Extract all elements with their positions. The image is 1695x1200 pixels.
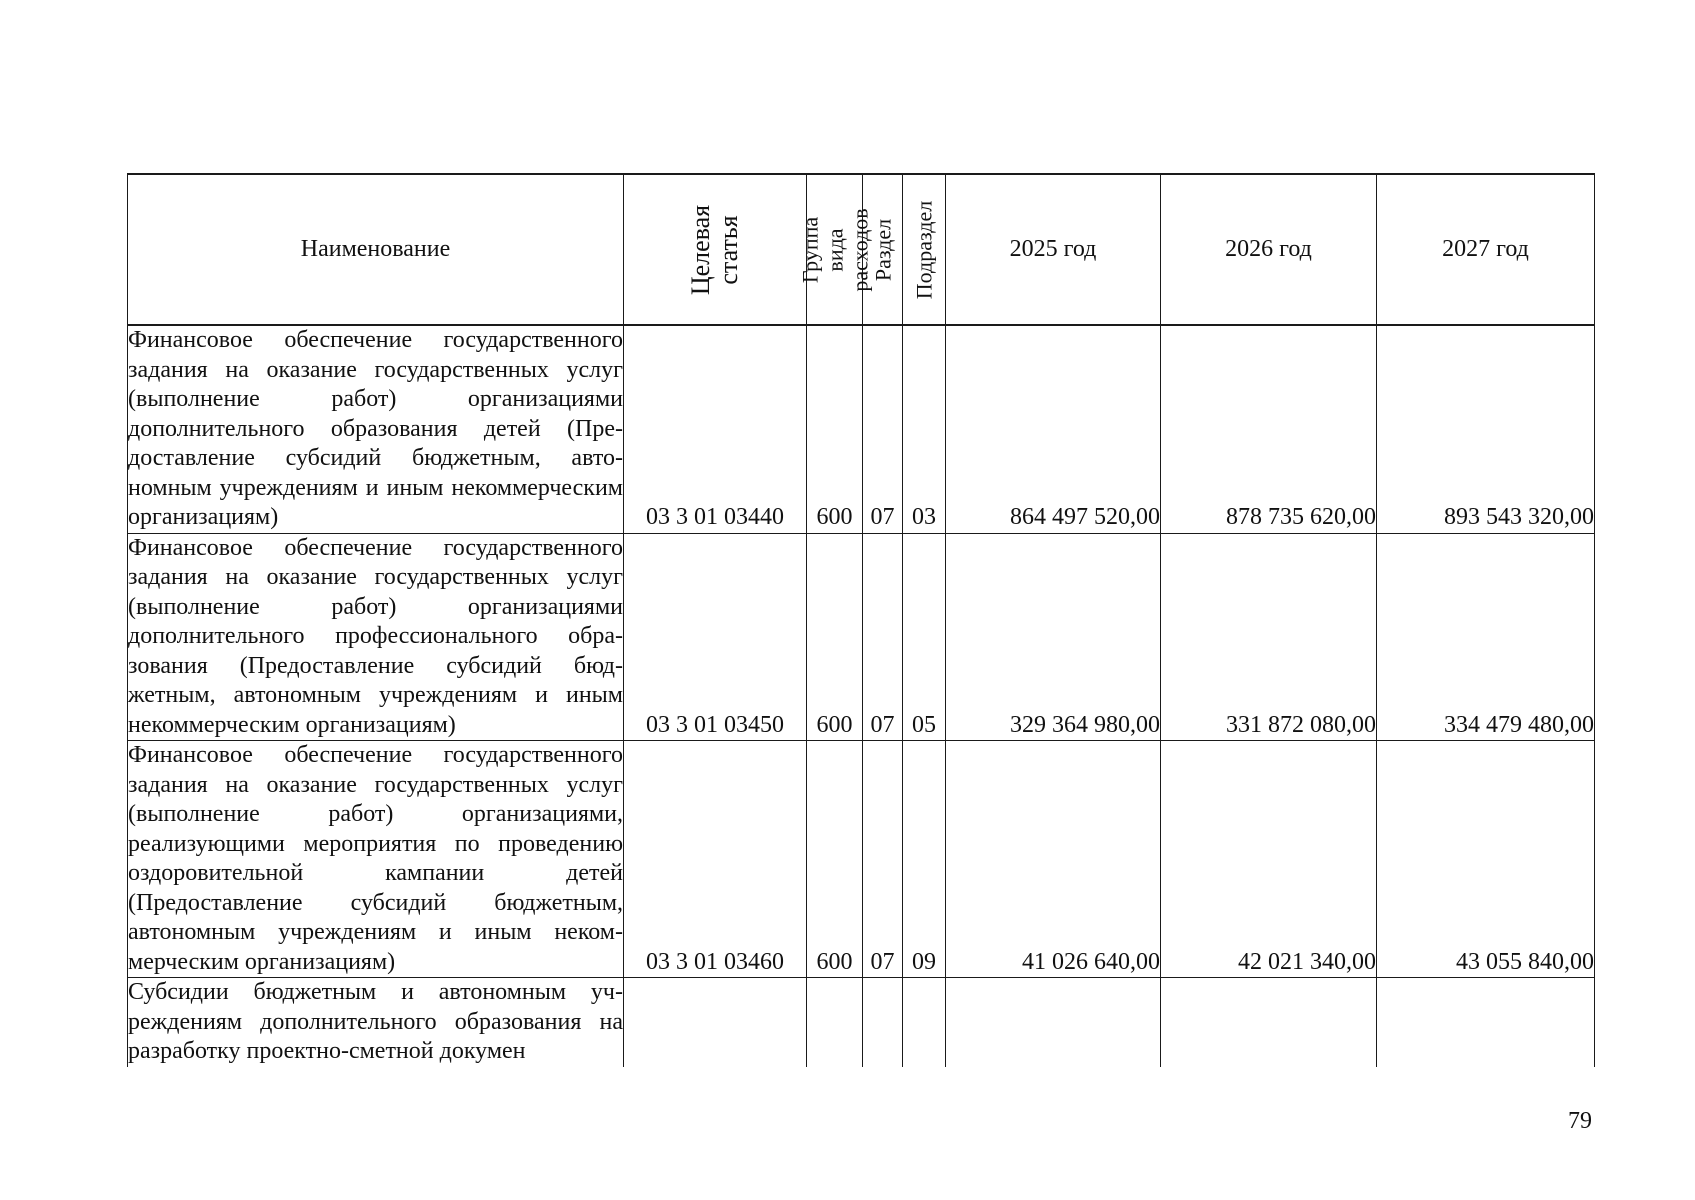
header-2027: 2027 год	[1377, 174, 1595, 325]
row-2025: 41 026 640,00	[946, 741, 1161, 978]
header-2025: 2025 год	[946, 174, 1161, 325]
row-2026: 42 021 340,00	[1161, 741, 1377, 978]
table-row	[128, 741, 1595, 978]
row-name: Финансовое обеспечение государственного задания на оказание государственных услуг (выполнение работ) организациями дополнительного профессионального образования (Предоставление субсидий бюджетным, автономным учреждениям и иным некоммерческим организациям)	[128, 533, 624, 741]
row-2025: 329 364 980,00	[946, 533, 1161, 741]
header-2026: 2026 год	[1161, 174, 1377, 325]
table-header-row	[128, 174, 1595, 325]
row-subsection: 09	[903, 741, 946, 978]
row-2026: 331 872 080,00	[1161, 533, 1377, 741]
row-2027: 893 543 320,00	[1377, 325, 1595, 533]
row-target-article: 03 3 01 03440	[624, 325, 807, 533]
row-section: 07	[863, 741, 903, 978]
row-2027: 334 479 480,00	[1377, 533, 1595, 741]
row-subsection: 03	[903, 325, 946, 533]
header-section	[863, 174, 903, 325]
row-name: Финансовое обеспечение государственного задания на оказание государственных услуг (выполнение работ) организациями дополнительного образования детей (Предоставление субсидий бюджетным, автономным учреждениям и иным некоммерческим организациям)	[128, 325, 624, 533]
header-target-article	[624, 174, 807, 325]
header-target-article-label: Целевая статья	[686, 204, 743, 295]
row-section: 07	[863, 533, 903, 741]
table-row	[128, 533, 1595, 741]
row-2027: 43 055 840,00	[1377, 741, 1595, 978]
header-name: Наименование	[128, 174, 624, 325]
row-2025	[946, 978, 1161, 1067]
row-2026	[1161, 978, 1377, 1067]
header-expense-group	[797, 174, 872, 325]
row-target-article: 03 3 01 03460	[624, 741, 807, 978]
row-subsection: 05	[903, 533, 946, 741]
row-expense-group: 600	[807, 533, 863, 741]
table-row	[128, 978, 1595, 1067]
budget-table	[127, 173, 1595, 1067]
row-name: Субсидии бюджетным и автономным учреждениям дополнительного образования на разработку проектно-сметной докумен	[128, 978, 624, 1067]
header-section-label: Раздел	[870, 218, 895, 281]
row-target-article	[624, 978, 807, 1067]
row-section: 07	[863, 325, 903, 533]
row-section	[863, 978, 903, 1067]
table-row	[128, 325, 1595, 533]
page-number: 79	[1568, 1108, 1592, 1134]
row-2027	[1377, 978, 1595, 1067]
row-target-article: 03 3 01 03450	[624, 533, 807, 741]
header-subsection	[903, 174, 946, 325]
row-subsection	[903, 978, 946, 1067]
row-2025: 864 497 520,00	[946, 325, 1161, 533]
header-subsection-label: Подраздел	[911, 200, 937, 299]
row-name: Финансовое обеспечение государственного задания на оказание государственных услуг (выполнение работ) организациями, реализующими мероприятия по проведению оздоровительной кампании детей (Предоставление субсидий бюджетным, автономным учреждениям и иным некоммерческим организациям)	[128, 741, 624, 978]
header-expense-group-label: Группа вида расходов	[797, 207, 872, 292]
row-expense-group	[807, 978, 863, 1067]
row-2026: 878 735 620,00	[1161, 325, 1377, 533]
row-expense-group: 600	[807, 325, 863, 533]
row-expense-group: 600	[807, 741, 863, 978]
